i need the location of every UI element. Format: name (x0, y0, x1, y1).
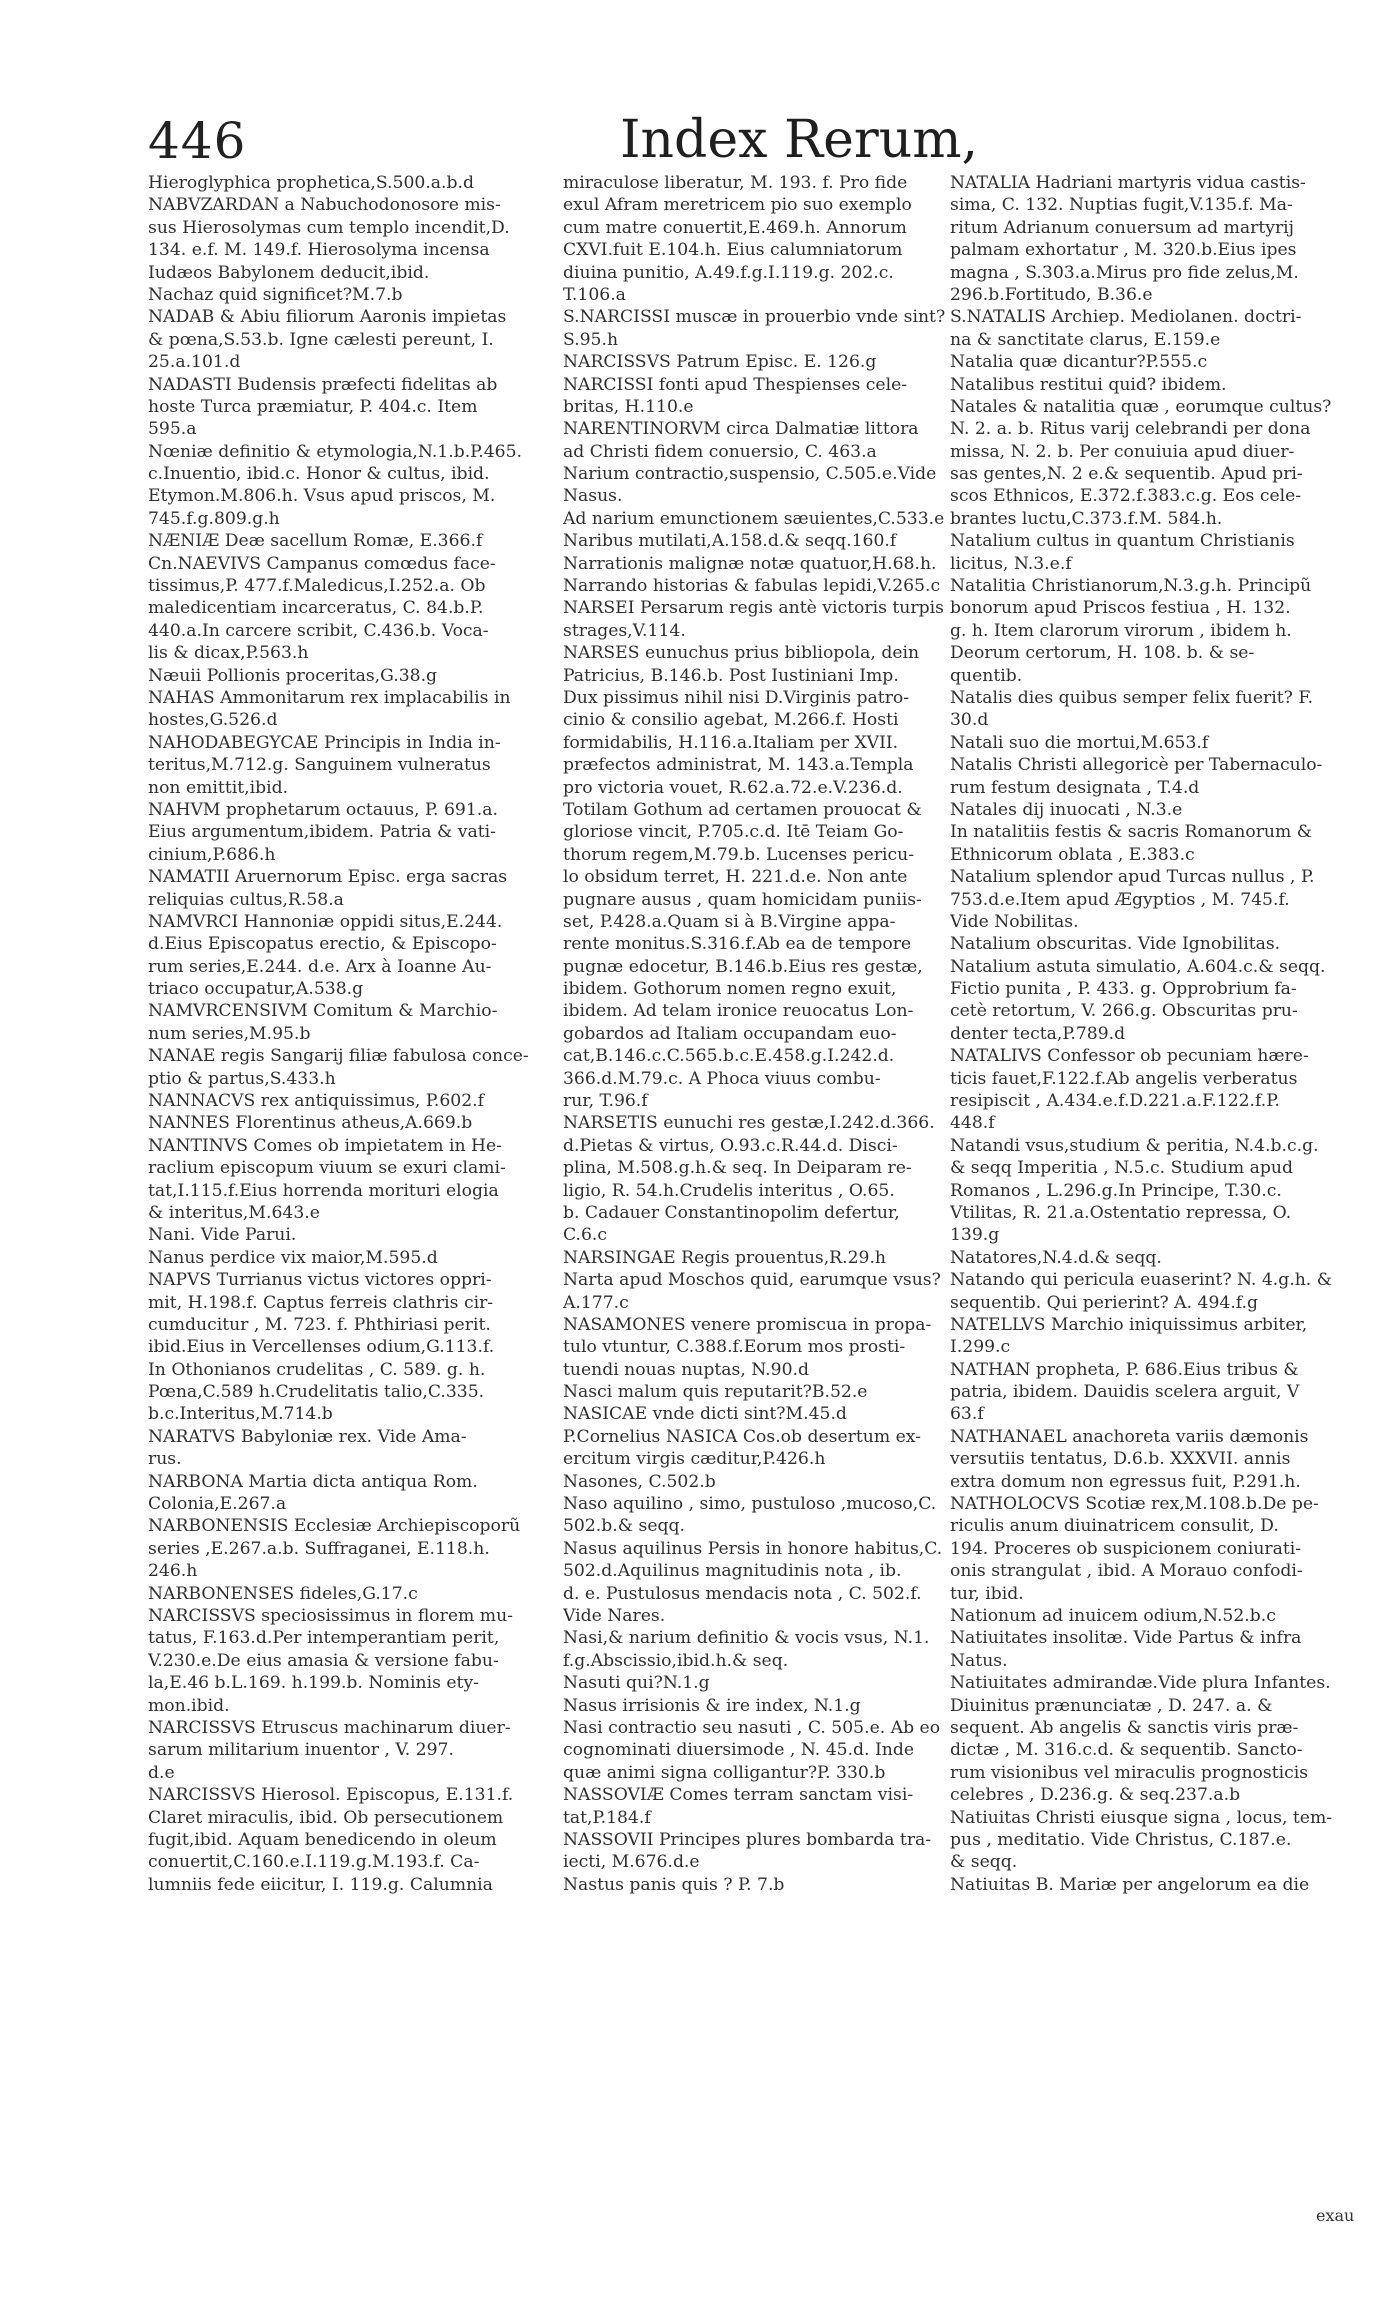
index-entry-line: Naribus mutilati,A.158.d.& seqq.160.f (563, 531, 897, 552)
index-entry-line: S.NATALIS Archiep. Mediolanen. doctri- (950, 307, 1302, 328)
index-entry-line: Nanus perdice vix maior,M.595.d (148, 1247, 438, 1268)
index-entry-line: NARATVS Babyloniæ rex. Vide Ama- (148, 1426, 467, 1447)
index-entry-line: Natalium astuta simulatio, A.604.c.& seqq. (950, 956, 1326, 977)
index-column-middle (563, 172, 951, 1896)
index-entry-line: ibid.Eius in Vercellenses odium,G.113.f. (148, 1337, 495, 1358)
index-entry-line: f.g.Abscissio,ibid.h.& seq. (563, 1650, 789, 1671)
index-entry-line: Narta apud Moschos quid, earumque vsus? (563, 1270, 941, 1291)
index-entry-line: fugit,ibid. Aquam benedicendo in oleum (148, 1829, 497, 1850)
index-entry-line: 366.d.M.79.c. A Phoca viuus combu- (563, 1068, 881, 1089)
index-entry-line: NARBONENSIS Ecclesiæ Archiepiscoporũ (148, 1516, 521, 1537)
index-entry-line: NASAMONES venere promiscua in propa- (563, 1314, 932, 1335)
index-entry-line: d.e (148, 1762, 175, 1783)
index-entry-line: S.95.h (563, 329, 619, 350)
index-entry-line: ptio & partus,S.433.h (148, 1068, 336, 1089)
index-entry-line: N. 2. a. b. Ritus varij celebrandi per dona (950, 419, 1311, 440)
index-entry-line: denter tecta,P.789.d (950, 1023, 1126, 1044)
index-entry-line: conuertit,C.160.e.I.119.g.M.193.f. Ca- (148, 1852, 480, 1873)
index-entry-line: & seqq Imperitia , N.5.c. Studium apud (950, 1158, 1293, 1179)
index-entry-line: sima, C. 132. Nuptias fugit,V.135.f. Ma- (950, 195, 1293, 216)
index-entry-line: NÆNIÆ Deæ sacellum Romæ, E.366.f (148, 531, 483, 552)
index-entry-line: NARCISSVS Etruscus machinarum diuer- (148, 1717, 511, 1738)
index-entry-line: mon.ibid. (148, 1695, 230, 1716)
index-entry-line: 502.b.& seqq. (563, 1516, 685, 1537)
index-entry-line: Nasci malum quis reputarit?B.52.e (563, 1382, 868, 1403)
index-entry-line: resipiscit , A.434.e.f.D.221.a.F.122.f.P. (950, 1091, 1280, 1112)
index-entry-line: quæ animi signa colligantur?P. 330.b (563, 1762, 886, 1783)
index-entry-line: pus , meditatio. Vide Christus, C.187.e. (950, 1829, 1292, 1850)
index-entry-line: pro victoria vouet, R.62.a.72.e.V.236.d. (563, 777, 903, 798)
page-title: Index Rerum, (620, 110, 979, 170)
index-entry-line: 502.d.Aquilinus magnitudinis nota , ib. (563, 1561, 902, 1582)
index-entry-line: Pœna,C.589 h.Crudelitatis talio,C.335. (148, 1382, 485, 1403)
index-entry-line: d.Eius Episcopatus erectio, & Episcopo- (148, 934, 497, 955)
index-entry-line: NARSEI Persarum regis antè victoris turpis (563, 598, 944, 619)
index-entry-line: formidabilis, H.116.a.Italiam per XVII. (563, 732, 899, 753)
index-entry-line: exul Afram meretricem pio suo exemplo (563, 195, 912, 216)
index-entry-line: NATHAN propheta, P. 686.Eius tribus & (950, 1359, 1299, 1380)
index-entry-line: NAMVRCI Hannoniæ oppidi situs,E.244. (148, 911, 503, 932)
index-entry-line: 246.h (148, 1561, 198, 1582)
index-entry-line: Hieroglyphica prophetica,S.500.a.b.d (148, 173, 474, 193)
index-entry-line: Nasuti qui?N.1.g (563, 1673, 710, 1694)
index-entry-line: g. h. Item clarorum virorum , ibidem h. (950, 620, 1292, 641)
index-entry-line: riculis anum diuinatricem consulit, D. (950, 1516, 1279, 1537)
index-entry-line: 30.d (950, 710, 989, 731)
index-entry-line: gobardos ad Italiam occupandam euo- (563, 1023, 897, 1044)
index-entry-line: Naso aquilino , simo, pustuloso ,mucoso,C. (563, 1494, 937, 1515)
index-entry-line: celebres , D.236.g. & seq.237.a.b (950, 1785, 1241, 1806)
index-entry-line: & seqq. (950, 1852, 1018, 1873)
index-entry-line: Natalia quæ dicantur?P.555.c (950, 352, 1208, 373)
index-entry-line: Natalibus restitui quid? ibidem. (950, 374, 1227, 395)
index-entry-line: Natatores,N.4.d.& seqq. (950, 1247, 1162, 1268)
index-entry-line: versutiis tentatus, D.6.b. XXXVII. annis (950, 1449, 1291, 1470)
index-entry-line: ercitum virgis cæditur,P.426.h (563, 1449, 826, 1470)
index-entry-line: Ethnicorum oblata , E.383.c (950, 844, 1195, 865)
index-entry-line: CXVI.fuit E.104.h. Eius calumniatorum (563, 240, 903, 261)
index-entry-line: Natiuitas Christi eiusque signa , locus, tem- (950, 1807, 1333, 1828)
index-entry-line: Cn.NAEVIVS Campanus comœdus face- (148, 553, 496, 574)
index-entry-line: 134. e.f. M. 149.f. Hierosolyma incensa (148, 240, 490, 261)
index-entry-line: C.6.c (563, 1225, 608, 1246)
index-entry-line: cetè retortum, V. 266.g. Obscuritas pru- (950, 1001, 1298, 1022)
index-entry-line: magna , S.303.a.Mirus pro fide zelus,M. (950, 262, 1299, 283)
index-entry-line: S.NARCISSI muscæ in prouerbio vnde sint? (563, 307, 946, 328)
index-entry-line: NAHAS Ammonitarum rex implacabilis in (148, 687, 511, 708)
index-entry-line: onis strangulat , ibid. A Morauo confodi- (950, 1561, 1303, 1582)
index-entry-line: Narrando historias & fabulas lepidi,V.265.c (563, 576, 941, 597)
index-entry-line: licitus, N.3.e.f (950, 553, 1072, 574)
index-entry-line: NARSETIS eunuchi res gestæ,I.242.d.366. (563, 1113, 935, 1134)
index-entry-line: In Othonianos crudelitas , C. 589. g. h. (148, 1359, 486, 1380)
index-entry-line: la,E.46 b.L.169. h.199.b. Nominis ety- (148, 1673, 479, 1694)
index-entry-line: NATALIVS Confessor ob pecuniam hære- (950, 1046, 1309, 1067)
index-entry-line: P.Cornelius NASICA Cos.ob desertum ex- (563, 1426, 921, 1447)
index-entry-line: bonorum apud Priscos festiua , H. 132. (950, 598, 1291, 619)
index-entry-line: tat,I.115.f.Eius horrenda moriturі elogia (148, 1180, 499, 1201)
index-entry-line: pugnare ausus , quam homicidam puniis- (563, 889, 922, 910)
index-entry-line: Nasus. (563, 486, 623, 507)
index-entry-line: Diuinitus prænunciatæ , D. 247. a. & (950, 1695, 1273, 1716)
index-entry-line: Natales dij inuocati , N.3.e (950, 799, 1183, 820)
index-entry-line: c.Inuentio, ibid.c. Honor & cultus, ibid. (148, 464, 490, 485)
index-entry-line: A.177.c (563, 1292, 629, 1313)
index-entry-line: brantes luctu,C.373.f.M. 584.h. (950, 508, 1223, 529)
index-entry-line: tur, ibid. (950, 1583, 1024, 1604)
index-entry-line: NATHOLOCVS Scotiæ rex,M.108.b.De pe- (950, 1494, 1319, 1515)
index-entry-line: rus. (148, 1449, 182, 1470)
index-entry-line: miraculose liberatur, M. 193. f. Pro fide (563, 173, 908, 193)
index-entry-line: Romanos , L.296.g.In Principe, T.30.c. (950, 1180, 1282, 1201)
index-entry-line: d. e. Pustulosus mendacis nota , C. 502.f. (563, 1583, 922, 1604)
index-entry-line: strages,V.114. (563, 620, 686, 641)
index-entry-line: palmam exhortatur , M. 320.b.Eius ipes (950, 240, 1297, 261)
index-entry-line: præfectos administrat, M. 143.a.Templa (563, 755, 914, 776)
index-entry-line: Natando qui pericula euaserint? N. 4.g.h. & (950, 1270, 1333, 1291)
index-column-left (148, 172, 536, 1896)
index-entry-line: series ,E.267.a.b. Suffraganei, E.118.h. (148, 1538, 490, 1559)
index-entry-line: NATELLVS Marchio iniquissimus arbiter, (950, 1314, 1308, 1335)
index-entry-line: Nasi contractio seu nasuti , C. 505.e. Ab eo (563, 1717, 941, 1738)
index-entry-line: rum visionibus vel miraculis prognosticis (950, 1762, 1309, 1783)
index-entry-line: NATALIA Hadriani martyris vidua castis- (950, 173, 1306, 193)
index-entry-line: ticis fauet,F.122.f.Ab angelis verberatus (950, 1068, 1298, 1089)
index-entry-line: NANNACVS rex antiquissimus, P.602.f (148, 1091, 485, 1112)
index-entry-line: na & sanctitate clarus, E.159.e (950, 329, 1221, 350)
index-entry-line: I.299.c (950, 1337, 1011, 1358)
index-entry-line: reliquias cultus,R.58.a (148, 889, 344, 910)
index-entry-line: NASICAE vnde dicti sint?M.45.d (563, 1404, 847, 1425)
index-entry-line: triaco occupatur,A.538.g (148, 979, 364, 1000)
index-entry-line: Nationum ad inuicem odium,N.52.b.c (950, 1606, 1276, 1626)
index-entry-line: 745.f.g.809.g.h (148, 508, 280, 529)
index-entry-line: Vide Nares. (563, 1606, 666, 1626)
index-entry-line: ligio, R. 54.h.Crudelis interitus , O.65. (563, 1180, 895, 1201)
index-entry-line: 595.a (148, 419, 197, 440)
index-entry-line: quentib. (950, 665, 1023, 686)
index-entry-line: NARCISSVS speciosissimus in florem mu- (148, 1606, 513, 1626)
index-entry-line: rur, T.96.f (563, 1091, 648, 1112)
index-entry-line: extra domum non egressus fuit, P.291.h. (950, 1471, 1301, 1492)
index-entry-line: NANAE regis Sangarij filiæ fabulosa conce- (148, 1046, 529, 1067)
index-entry-line: maledicentiam incarceratus, C. 84.b.P. (148, 598, 484, 619)
index-entry-line: Natalium splendor apud Turcas nullus , P. (950, 867, 1315, 888)
index-entry-line: Næuii Pollionis proceritas,G.38.g (148, 665, 438, 686)
index-entry-line: Natales & natalitia quæ , eorumque cultus? (950, 396, 1332, 417)
index-entry-line: cinio & consilio agebat, M.266.f. Hosti (563, 710, 899, 731)
index-entry-line: Totilam Gothum ad certamen prouocat & (563, 799, 922, 820)
index-entry-line: Vtilitas, R. 21.a.Ostentatio repressa, O. (950, 1202, 1292, 1223)
index-entry-line: Natalis dies quibus semper felix fuerit? F. (950, 687, 1314, 708)
index-entry-line: lis & dicax,P.563.h (148, 643, 309, 664)
index-entry-line: In natalitiis festis & sacris Romanorum & (950, 822, 1313, 843)
catchword: exau (1316, 2206, 1355, 2225)
index-entry-line: rum series,E.244. d.e. Arx à Ioanne Au- (148, 956, 492, 977)
index-entry-line: Natalium obscuritas. Vide Ignobilitas. (950, 934, 1281, 955)
index-entry-line: T.106.a (563, 284, 626, 305)
index-entry-line: lo obsidum terret, H. 221.d.e. Non ante (563, 867, 908, 888)
index-entry-line: Natalium cultus in quantum Christianis (950, 531, 1295, 552)
index-entry-line: 63.f (950, 1404, 984, 1425)
index-entry-line: scos Ethnicos, E.372.f.383.c.g. Eos cele- (950, 486, 1302, 507)
index-entry-line: 194. Proceres ob suspicionem coniurati- (950, 1538, 1302, 1559)
index-entry-line: Natiuitates insolitæ. Vide Partus & infra (950, 1628, 1302, 1649)
index-entry-line: 139.g (950, 1225, 1000, 1246)
index-entry-line: lumniis fede eiicitur, I. 119.g. Calumnia (148, 1874, 493, 1895)
index-entry-line: Natali suo die mortui,M.653.f (950, 732, 1209, 753)
index-entry-line: NAMATII Aruernorum Episc. erga sacras (148, 867, 508, 888)
index-entry-line: Nœniæ definitio & etymologia,N.1.b.P.465. (148, 441, 522, 462)
index-entry-line: Nasus irrisionis & ire index, N.1.g (563, 1695, 861, 1716)
index-entry-line: Natalis Christi allegoricè per Tabernaculo- (950, 755, 1323, 776)
index-entry-line: hostes,G.526.d (148, 710, 278, 731)
index-entry-line: cum matre conuertit,E.469.h. Annorum (563, 217, 907, 238)
index-entry-line: cumducitur , M. 723. f. Phthiriasi perit. (148, 1314, 491, 1335)
index-entry-line: 440.a.In carcere scribit, C.436.b. Voca- (148, 620, 489, 641)
index-entry-line: Narium contractio,suspensio, C.505.e.Vide (563, 464, 937, 485)
index-entry-line: Nasus aquilinus Persis in honore habitus,C. (563, 1538, 943, 1559)
index-entry-line: Etymon.M.806.h. Vsus apud priscos, M. (148, 486, 496, 507)
index-entry-line: d.Pietas & virtus, O.93.c.R.44.d. Disci- (563, 1135, 898, 1156)
index-entry-line: tat,P.184.f (563, 1807, 651, 1828)
index-entry-line: tissimus,P. 477.f.Maledicus,I.252.a. Ob (148, 576, 486, 597)
index-entry-line: cognominati diuersimode , N. 45.d. Inde (563, 1740, 915, 1761)
index-entry-line: tatus, F.163.d.Per intemperantiam perit, (148, 1628, 500, 1649)
index-entry-line: Nastus panis quis ? P. 7.b (563, 1874, 785, 1895)
index-entry-line: Natandi vsus,studium & peritia, N.4.b.c.g. (950, 1135, 1319, 1156)
index-entry-line: sas gentes,N. 2 e.& sequentib. Apud pri- (950, 464, 1303, 485)
index-entry-line: NARCISSVS Patrum Episc. E. 126.g (563, 352, 877, 373)
index-entry-line: sus Hierosolymas cum templo incendit,D. (148, 217, 510, 238)
index-entry-line: tuendi nouas nuptas, N.90.d (563, 1359, 809, 1380)
index-entry-line: b.c.Interitus,M.714.b (148, 1404, 333, 1425)
index-entry-line: NASSOVIÆ Comes terram sanctam visi- (563, 1785, 914, 1806)
index-entry-line: non emittit,ibid. (148, 777, 289, 798)
index-entry-line: set, P.428.a.Quam si à B.Virgine appa- (563, 911, 896, 932)
index-entry-line: teritus,M.712.g. Sanguinem vulneratus (148, 755, 491, 776)
index-entry-line: britas, H.110.e (563, 396, 694, 417)
index-entry-line: 25.a.101.d (148, 352, 241, 373)
index-entry-line: NARSES eunuchus prius bibliopola, dein (563, 643, 920, 664)
index-entry-line: Narrationis malignæ notæ quatuor,H.68.h. (563, 553, 937, 574)
index-entry-line: b. Cadauer Constantinopolim defertur, (563, 1202, 900, 1223)
index-entry-line: Claret miraculis, ibid. Ob persecutionem (148, 1807, 504, 1828)
index-entry-line: NARENTINORVM circa Dalmatiæ littora (563, 419, 919, 440)
index-entry-line: Iudæos Babylonem deducit,ibid. (148, 262, 430, 283)
index-entry-line: NANNES Florentinus atheus,A.669.b (148, 1113, 473, 1134)
index-entry-line: Nani. Vide Parui. (148, 1225, 297, 1246)
index-entry-line: Dux pissimus nihil nisi D.Virginis patro- (563, 687, 910, 708)
index-entry-line: NARBONENSES fideles,G.17.c (148, 1583, 418, 1604)
index-entry-line: thorum regem,M.79.b. Lucenses pericu- (563, 844, 915, 865)
index-entry-line: iecti, M.676.d.e (563, 1852, 700, 1873)
index-entry-line: Eius argumentum,ibidem. Patria & vati- (148, 822, 496, 843)
index-entry-line: Fictio punita , P. 433. g. Opprobrium fa- (950, 979, 1297, 1000)
index-entry-line: Natus. (950, 1650, 1008, 1671)
index-entry-line: rum festum designata , T.4.d (950, 777, 1200, 798)
index-entry-line: sarum militarium inuentor , V. 297. (148, 1740, 454, 1761)
index-entry-line: NARCISSVS Hierosol. Episcopus, E.131.f. (148, 1785, 514, 1806)
index-entry-line: NAHVM prophetarum octauus, P. 691.a. (148, 799, 498, 820)
index-entry-line: Deorum certorum, H. 108. b. & se- (950, 643, 1255, 664)
index-entry-line: 296.b.Fortitudo, B.36.e (950, 284, 1153, 305)
index-entry-line: NADAB & Abiu filiorum Aaronis impietas (148, 307, 507, 328)
index-entry-line: tulo vtuntur, C.388.f.Eorum mos prosti- (563, 1337, 906, 1358)
index-entry-line: plina, M.508.g.h.& seq. In Deiparam re- (563, 1158, 912, 1179)
index-entry-line: & interitus,M.643.e (148, 1202, 320, 1223)
index-entry-line: 448.f (950, 1113, 995, 1134)
index-entry-line: NASSOVII Principes plures bombarda tra- (563, 1829, 932, 1850)
index-entry-line: NABVZARDAN a Nabuchodonosore mis- (148, 195, 501, 216)
index-entry-line: patria, ibidem. Dauidis scelera arguit, V (950, 1382, 1300, 1403)
index-entry-line: NAHODABEGYCAE Principis in India in- (148, 732, 501, 753)
index-entry-line: cinium,P.686.h (148, 844, 276, 865)
page-number: 446 (148, 112, 247, 170)
index-entry-line: gloriose vincit, P.705.c.d. Itē Teiam Go- (563, 822, 904, 843)
index-entry-line: NARBONA Martia dicta antiqua Rom. (148, 1471, 478, 1492)
index-column-right (950, 172, 1350, 1896)
index-entry-line: Natiuitates admirandæ.Vide plura Infantes. (950, 1673, 1331, 1694)
index-entry-line: hoste Turca præmiatur, P. 404.c. Item (148, 396, 478, 417)
index-entry-line: & pœna,S.53.b. Igne cælesti pereunt, I. (148, 329, 494, 350)
index-entry-line: mit, H.198.f. Captus ferreis clathris cir- (148, 1292, 494, 1313)
index-entry-line: rente monitus.S.316.f.Ab ea de tempore (563, 934, 912, 955)
index-entry-line: Colonia,E.267.a (148, 1494, 287, 1515)
index-entry-line: NATHANAEL anachoreta variis dæmonis (950, 1426, 1309, 1447)
index-entry-line: Nasones, C.502.b (563, 1471, 716, 1492)
index-entry-line: ibidem. Gothorum nomen regno exuit, (563, 979, 897, 1000)
index-entry-line: Nachaz quid significet?M.7.b (148, 284, 403, 305)
index-entry-line: sequentib. Qui perierint? A. 494.f.g (950, 1292, 1259, 1313)
index-entry-line: ad Christi fidem conuersio, C. 463.a (563, 441, 877, 462)
index-entry-line: Vide Nobilitas. (950, 911, 1079, 932)
index-entry-line: dictæ , M. 316.c.d. & sequentib. Sancto- (950, 1740, 1303, 1761)
index-entry-line: missa, N. 2. b. Per conuiuia apud diuer- (950, 441, 1295, 462)
index-entry-line: ibidem. Ad telam ironice reuocatus Lon- (563, 1001, 914, 1022)
index-entry-line: 753.d.e.Item apud Ægyptios , M. 745.f. (950, 889, 1290, 910)
index-entry-line: NAMVRCENSIVM Comitum & Marchio- (148, 1001, 498, 1022)
index-entry-line: Natalitia Christianorum,N.3.g.h. Principũ (950, 576, 1312, 597)
index-entry-line: cat,B.146.c.C.565.b.c.E.458.g.I.242.d. (563, 1046, 895, 1067)
index-entry-line: pugnæ edocetur, B.146.b.Eius res gestæ, (563, 956, 923, 977)
index-entry-line: NARCISSI fonti apud Thespienses cele- (563, 374, 908, 395)
index-entry-line: Patricius, B.146.b. Post Iustiniani Imp. (563, 665, 899, 686)
index-entry-line: ritum Adrianum conuersum ad martyrij (950, 217, 1295, 238)
index-entry-line: sequent. Ab angelis & sanctis viris præ- (950, 1717, 1299, 1738)
index-entry-line: NANTINVS Comes ob impietatem in He- (148, 1135, 502, 1156)
index-entry-line: Natiuitas B. Mariæ per angelorum ea die (950, 1874, 1310, 1895)
index-entry-line: V.230.e.De eius amasia & versione fabu- (148, 1650, 499, 1671)
index-entry-line: num series,M.95.b (148, 1023, 311, 1044)
index-entry-line: diuina punitio, A.49.f.g.I.119.g. 202.c. (563, 262, 894, 283)
index-entry-line: Ad narium emunctionem sæuientes,C.533.e (563, 508, 945, 529)
index-entry-line: NAPVS Turrianus victus victores oppri- (148, 1270, 492, 1291)
index-entry-line: NADASTI Budensis præfecti fidelitas ab (148, 374, 498, 395)
index-entry-line: NARSINGAE Regis prouentus,R.29.h (563, 1247, 886, 1268)
index-entry-line: Nasi,& narium definitio & vocis vsus, N.1. (563, 1628, 930, 1649)
index-entry-line: raclium episcopum viuum se exuri clami- (148, 1158, 506, 1179)
